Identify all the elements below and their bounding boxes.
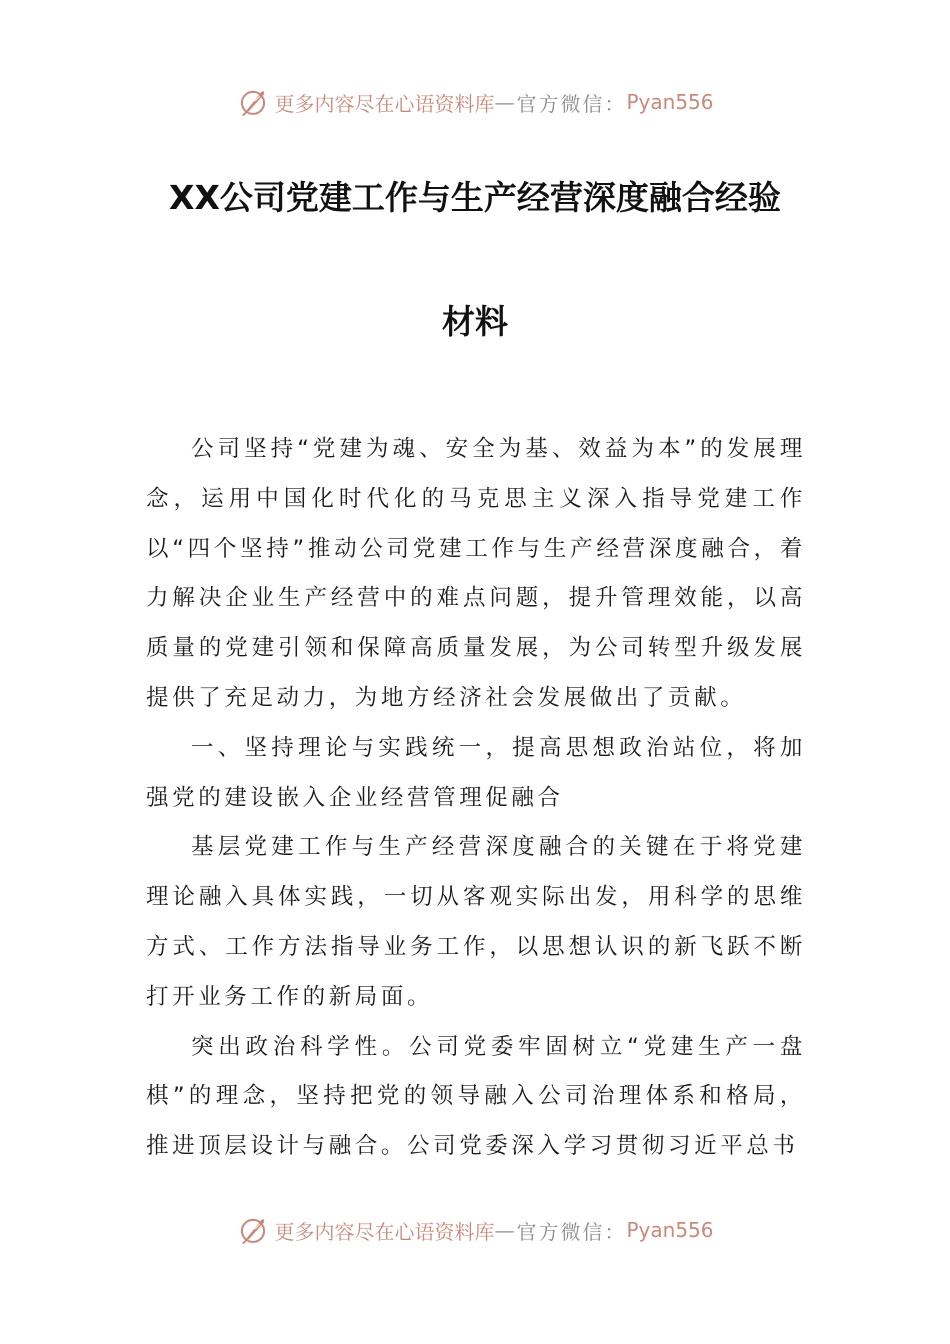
watermark-wechat-id: Pyan556 bbox=[626, 1218, 714, 1242]
watermark-dash: — bbox=[494, 1218, 517, 1242]
paragraph-section-heading-1: 一、坚持理论与实践统一，提高思想政治站位，将加强党的建设嵌入企业经营管理促融合 bbox=[146, 734, 806, 811]
document-body bbox=[146, 425, 806, 1172]
watermark-header bbox=[0, 82, 950, 122]
watermark-footer bbox=[0, 1210, 950, 1250]
paragraph-section-1-body: 基层党建工作与生产经营深度融合的关键在于将党建理论融入具体实践，一切从客观实际出发，用科学的思维方式、工作方法指导业务工作，以思想认识的新飞跃不断打开业务工作的新局面。 bbox=[146, 834, 806, 1010]
quill-logo-icon bbox=[236, 85, 270, 119]
watermark-dash: — bbox=[494, 90, 517, 114]
quill-logo-icon bbox=[236, 1213, 270, 1247]
watermark-official-label: 官方微信： bbox=[516, 1219, 627, 1244]
document-title-line-1: XX公司党建工作与生产经营深度融合经验 bbox=[169, 178, 781, 217]
watermark-wechat-id: Pyan556 bbox=[626, 90, 714, 114]
watermark-official-label: 官方微信： bbox=[516, 91, 627, 116]
paragraph-intro: 公司坚持“党建为魂、安全为基、效益为本”的发展理念，运用中国化时代化的马克思主义深入指导党建工作以“四个坚持”推动公司党建工作与生产经营深度融合，着力解决企业生产经营中的难点问题，提升管理效能，以高质量的党建引领和保障高质量发展，为公司转型升级发展提供了充足动力，为地方经济社会发展做出了贡献。 bbox=[146, 436, 806, 711]
watermark-brand: 更多内容尽在心语资料库 bbox=[274, 91, 495, 116]
watermark-brand: 更多内容尽在心语资料库 bbox=[274, 1219, 495, 1244]
paragraph-political-science: 突出政治科学性。公司党委牢固树立“党建生产一盘棋”的理念，坚持把党的领导融入公司治理体系和格局，推进顶层设计与融合。公司党委深入学习贯彻习近平总书 bbox=[146, 1033, 806, 1160]
document-title-line-2: 材料 bbox=[442, 302, 508, 341]
